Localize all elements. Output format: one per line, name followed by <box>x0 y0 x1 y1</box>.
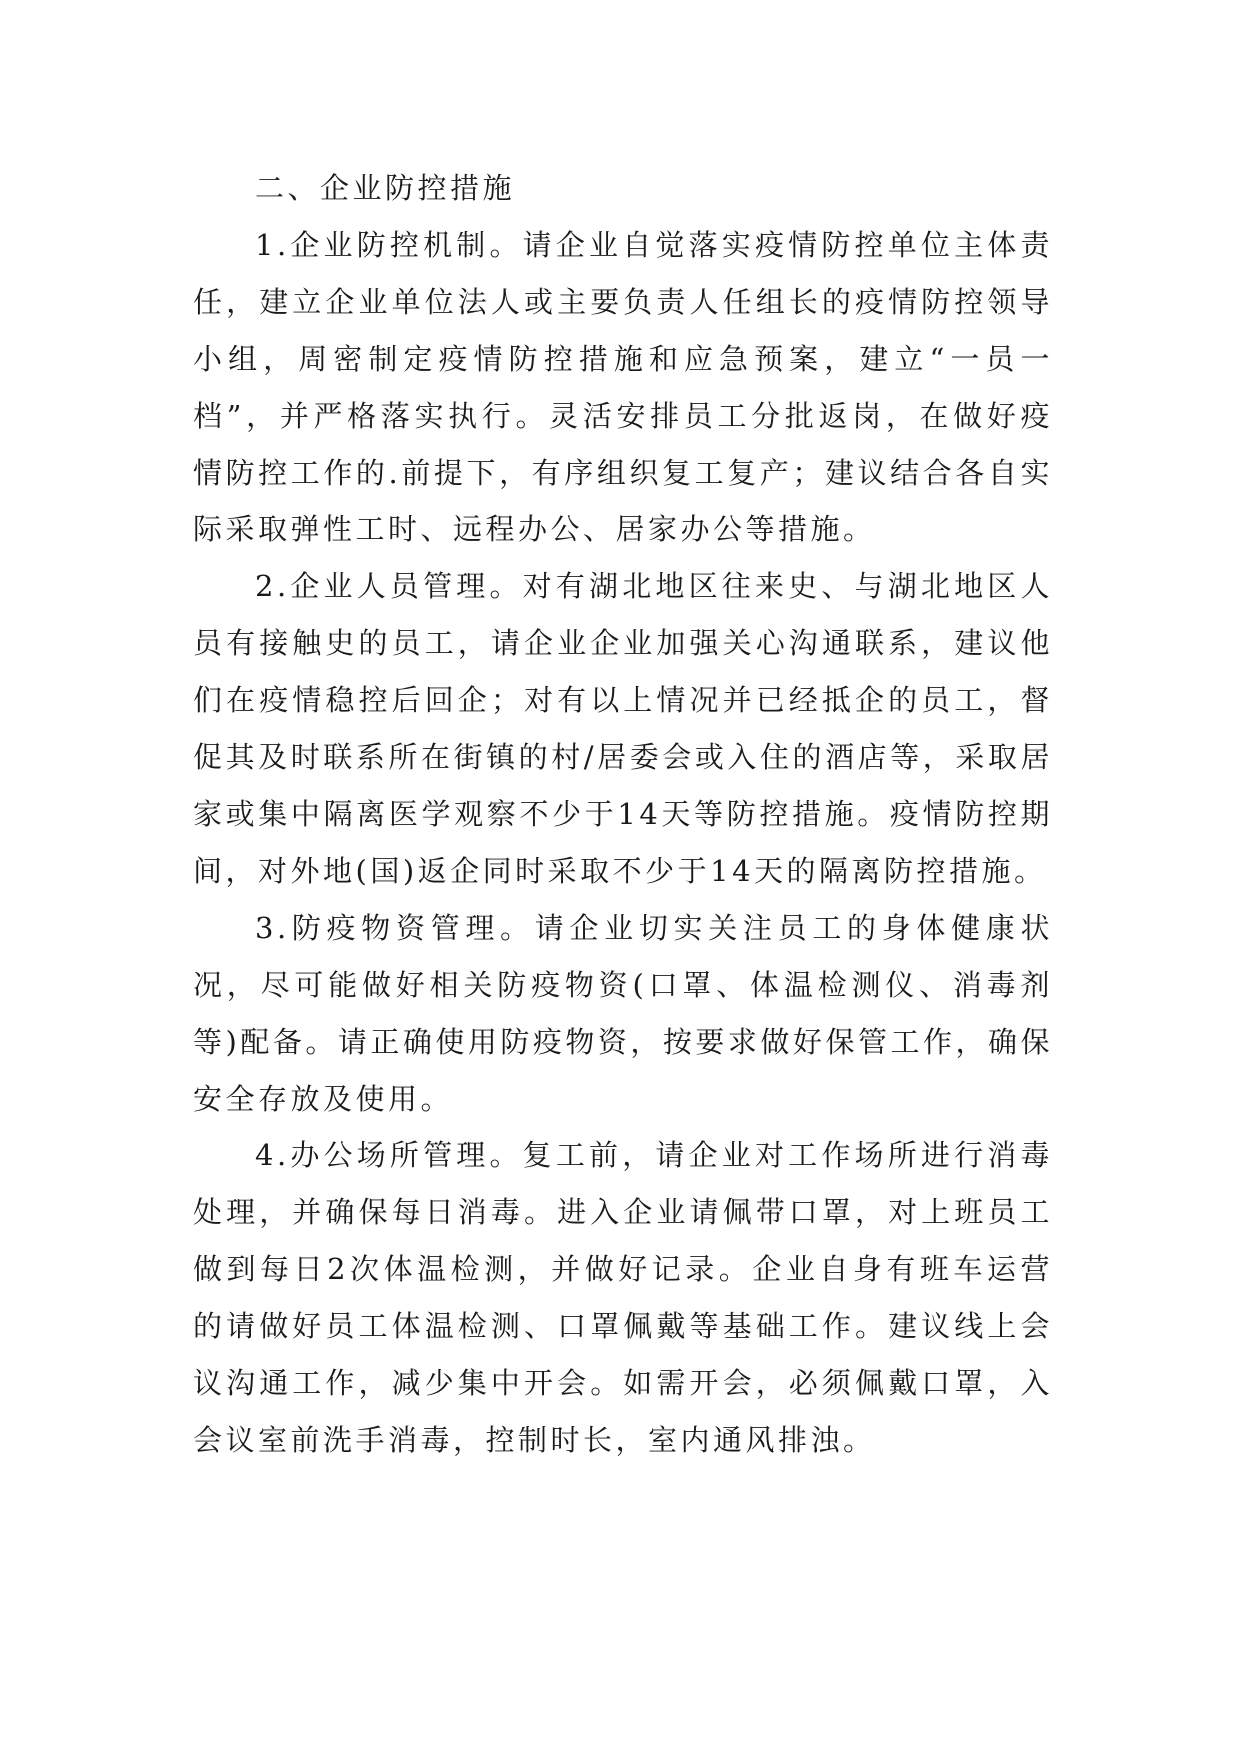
paragraph-office-management: 4.办公场所管理。复工前，请企业对工作场所进行消毒处理，并确保每日消毒。进入企业请佩带口罩，对上班员工做到每日2次体温检测，并做好记录。企业自身有班车运营的请做好员工体温检测、口罩佩戴等基础工作。建议线上会议沟通工作，减少集中开会。如需开会，必须佩戴口罩，入会议室前洗手消毒，控制时长，室内通风排浊。 <box>193 1138 1053 1457</box>
section-heading: 二、企业防控措施 <box>255 171 516 205</box>
paragraph-control-mechanism: 1.企业防控机制。请企业自觉落实疫情防控单位主体责任，建立企业单位法人或主要负责人任组长的疫情防控领导小组，周密制定疫情防控措施和应急预案，建立“一员一档”，并严格落实执行。灵活安排员工分批返岗，在做好疫情防控工作的.前提下，有序组织复工复产；建议结合各自实际采取弹性工时、远程办公、居家办公等措施。 <box>193 227 1053 547</box>
paragraph-personnel-management: 2.企业人员管理。对有湖北地区往来史、与湖北地区人员有接触史的员工，请企业企业加强关心沟通联系，建议他们在疫情稳控后回企；对有以上情况并已经抵企的员工，督促其及时联系所在街镇的村/居委会或入住的酒店等，采取居家或集中隔离医学观察不少于14天等防控措施。疫情防控期间，对外地(国)返企同时采取不少于14天的隔离防控措施。 <box>193 569 1053 888</box>
document-body <box>193 160 1053 1469</box>
paragraph-supplies-management: 3.防疫物资管理。请企业切实关注员工的身体健康状况，尽可能做好相关防疫物资(口罩、体温检测仪、消毒剂等)配备。请正确使用防疫物资，按要求做好保管工作，确保安全存放及使用。 <box>193 910 1053 1116</box>
